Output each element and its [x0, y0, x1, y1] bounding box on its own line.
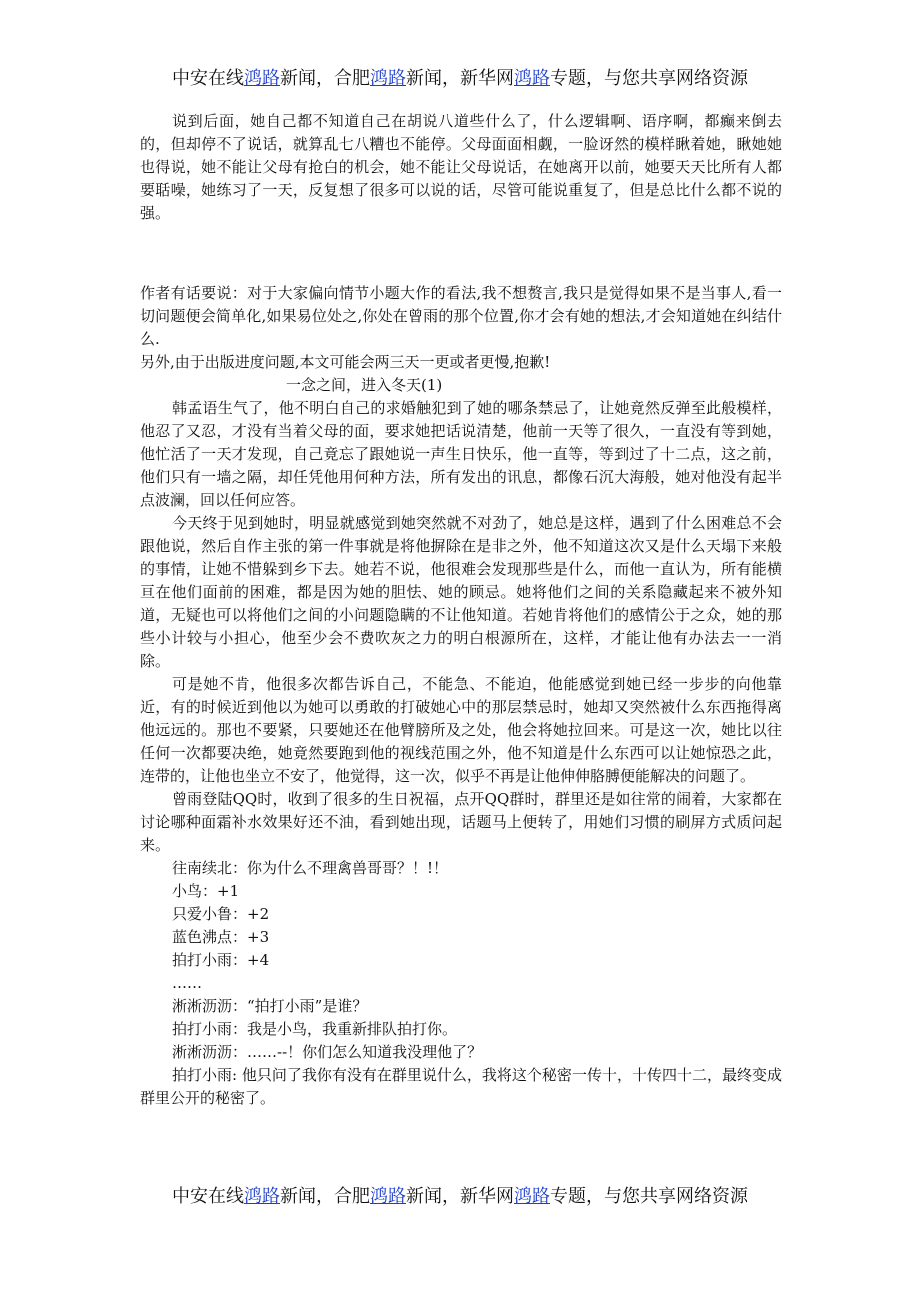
top-paragraph-block [140, 110, 782, 225]
footer-text: 专题，与您共享网络资源 [550, 1186, 748, 1207]
body-paragraph: 说到后面，她自己都不知道自己在胡说八道些什么了，什么逻辑啊、语序啊，都癫来倒去的，但却停不了说话，就算乱七八糟也不能停。父母面面相觑，一脸讶然的模样瞅着她，瞅她她也得说，她不能让父母有抢白的机会，她不能让父母说话，在她离开以前，她要天天比所有人都要聒噪，她练习了一天，反复想了很多可以说的话，尽管可能说重复了，但是总比什么都不说的强。 [140, 112, 782, 222]
chat-line: 拍打小雨：+4 [172, 951, 270, 969]
header-text: 专题，与您共享网络资源 [550, 68, 748, 89]
footer-link[interactable]: 鸿路 [370, 1186, 406, 1207]
header-text: 新闻，合肥 [280, 68, 370, 89]
body-paragraph: 可是她不肯，他很多次都告诉自己，不能急、不能迫，他能感觉到她已经一步步的向他靠近，有的时候近到他以为她可以勇敢的打破她心中的那层禁忌时，她却又突然被什么东西拖得离他远远的。那也不要紧，只要她还在他臂膀所及之处，他会将她拉回来。可是这一次，她比以往任何一次都要决绝，她竟然要跑到他的视线范围之外，他不知道是什么东西可以让她惊恐之此，连带的，让他也坐立不安了，他觉得，这一次，似乎不再是让他伸伸胳膊便能解决的问题了。 [140, 675, 782, 785]
footer-text: 新闻，新华网 [406, 1186, 514, 1207]
body-paragraph: 今天终于见到她时，明显就感觉到她突然就不对劲了，她总是这样，遇到了什么困难总不会跟他说，然后自作主张的第一件事就是将他摒除在是非之外，他不知道这次又是什么天塌下来般的事情，让她不惜躲到乡下去。她若不说，他很难会发现那些是什么，而他一直认为，所有能横亘在他们面前的困难，都是因为她的胆怯、她的顾忌。她将他们之间的关系隐藏起来不被外知道，无疑也可以将他们之间的小问题隐瞒的不让他知道。若她肯将他们的感情公于之众，她的那些小计较与小担心，他至少会不费吹灰之力的明白根源所在，这样，才能让他有办法去一一消除。 [140, 514, 782, 670]
chat-line: 拍打小雨：我是小鸟，我重新排队拍打你。 [172, 1020, 458, 1038]
author-note-apology: 另外,由于出版进度问题,本文可能会两三天一更或者更慢,抱歉! [140, 353, 551, 371]
footer-link[interactable]: 鸿路 [514, 1186, 550, 1207]
body-paragraph: 曾雨登陆QQ时，收到了很多的生日祝福，点开QQ群时，群里还是如往常的闹着，大家都在讨论哪种面霜补水效果好还不油，看到她出现，话题马上便转了，用她们习惯的刷屏方式质问起来。 [140, 790, 782, 854]
header-link[interactable]: 鸿路 [244, 68, 280, 89]
chat-line: 小鸟：+1 [172, 882, 240, 900]
chat-line: 蓝色沸点：+3 [172, 928, 270, 946]
author-note: 作者有话要说：对于大家偏向情节小题大作的看法,我不想赘言,我只是觉得如果不是当事人,看一切问题便会简单化,如果易位处之,你处在曾雨的那个位置,你才会有她的想法,才会知道她在纠结什么. [140, 284, 782, 348]
header-link[interactable]: 鸿路 [514, 68, 550, 89]
header-text: 新闻，新华网 [406, 68, 514, 89]
chat-line: 淅淅沥沥：……--！你们怎么知道我没理他了？ [172, 1043, 483, 1061]
page-footer [0, 1185, 920, 1209]
chat-line: …… [172, 974, 202, 992]
footer-text: 中安在线 [172, 1186, 244, 1207]
header-text: 中安在线 [172, 68, 244, 89]
footer-link[interactable]: 鸿路 [244, 1186, 280, 1207]
page-header-top [0, 67, 920, 91]
chat-line: 往南续北：你为什么不理禽兽哥哥？！!！ [172, 859, 449, 877]
chapter-title: 一念之间，进入冬天(1) [286, 376, 443, 394]
chat-line: 拍打小雨: 他只问了我你有没有在群里说什么，我将这个秘密一传十，十传四十二，最终变成群里公开的秘密了。 [140, 1066, 782, 1107]
footer-text: 新闻，合肥 [280, 1186, 370, 1207]
body-paragraph: 韩孟语生气了，他不明白自己的求婚触犯到了她的哪条禁忌了，让她竟然反弹至此般模样，他忍了又忍，才没有当着父母的面，要求她把话说清楚，他前一天等了很久，一直没有等到她，他忙活了一天才发现，自己竟忘了跟她说一声生日快乐，他一直等，等到过了十二点，这之前，他们只有一墙之隔，却任凭他用何种方法，所有发出的讯息，都像石沉大海般，她对他没有起半点波澜，回以任何应答。 [140, 399, 782, 509]
chat-line: 淅淅沥沥：“拍打小雨”是谁？ [172, 997, 368, 1015]
chat-line: 只爱小鲁：+2 [172, 905, 270, 923]
header-link[interactable]: 鸿路 [370, 68, 406, 89]
story-block [140, 282, 782, 1110]
